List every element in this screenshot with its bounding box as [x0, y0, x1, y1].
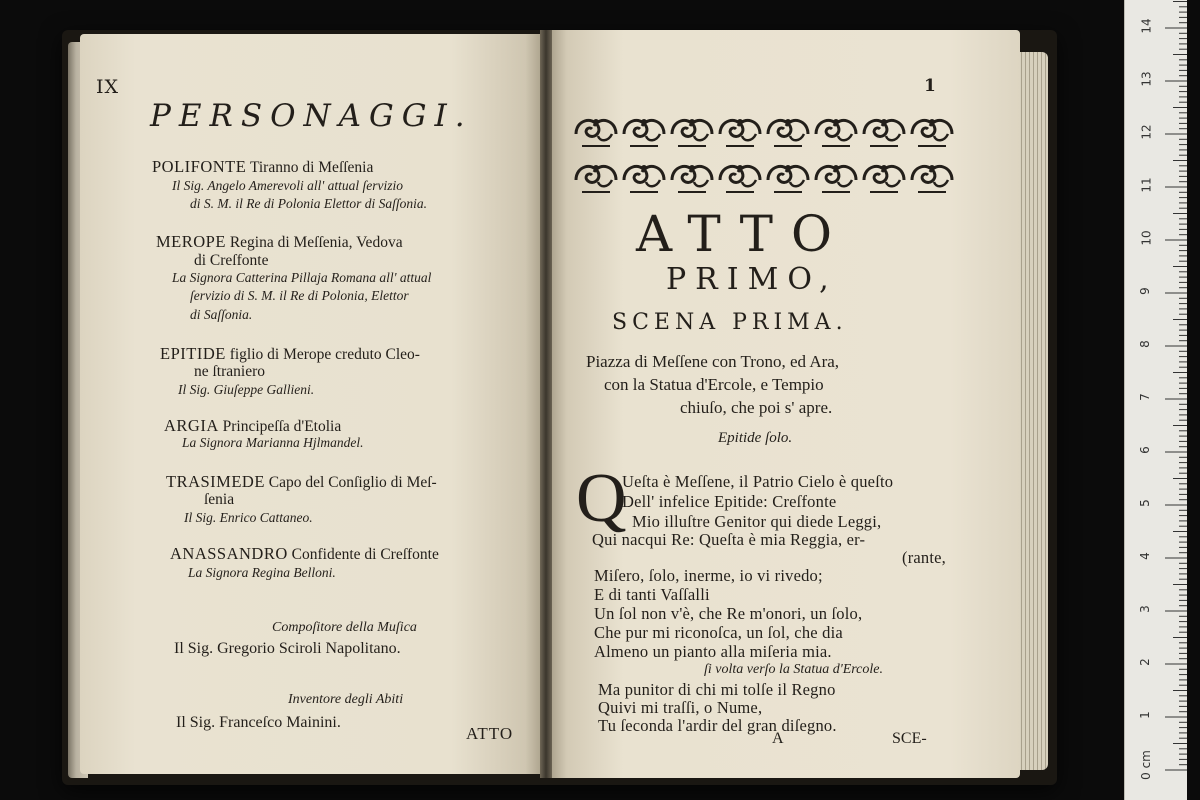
- ruler-mark-label: 7: [1137, 393, 1152, 401]
- ruler-mark-label: 1: [1137, 711, 1152, 719]
- character-role: figlio di Merope creduto Cleo-: [229, 346, 420, 363]
- act-number: PRIMO,: [666, 262, 838, 297]
- right-folio: 1: [924, 76, 936, 96]
- scroll-ornament-icon: [572, 110, 954, 202]
- character-entry: [160, 344, 420, 364]
- character-entry: [164, 416, 341, 436]
- character-role-cont: ne ſtraniero: [194, 363, 266, 380]
- actor-line: di Saſſonia.: [190, 307, 253, 322]
- speaker-name: Epitide ſolo.: [718, 430, 793, 446]
- actor-line: La Signora Regina Belloni.: [188, 565, 336, 580]
- actor-line: Il Sig. Giuſeppe Gallieni.: [178, 382, 315, 397]
- verse-line: Quivi mi traſſi, o Nume,: [598, 698, 763, 717]
- ruler-mark-label: 14: [1139, 18, 1154, 34]
- character-role-cont: ſenia: [204, 491, 235, 508]
- ruler-mark-label: 11: [1139, 177, 1154, 193]
- book-gutter: [540, 30, 552, 778]
- ruler-mark-label: 9: [1137, 287, 1152, 295]
- actor-line: Il Sig. Enrico Cattaneo.: [184, 510, 313, 525]
- character-role: Regina di Meſſenia, Vedova: [229, 234, 403, 251]
- verse-line: Miſero, ſolo, inerme, io vi rivedo;: [594, 566, 823, 585]
- actor-line: di S. M. il Re di Polonia Elettor di Saſſonia.: [190, 196, 427, 211]
- ruler-mark-label: 12: [1139, 124, 1154, 140]
- ruler-unit-label: 0 cm: [1138, 750, 1153, 780]
- verse-line: Che pur mi riconoſca, un ſol, che dia: [594, 623, 843, 642]
- character-role-cont: di Creſfonte: [194, 252, 269, 269]
- composer-name: Il Sig. Gregorio Sciroli Napolitano.: [174, 640, 401, 657]
- scene-description-line: Piazza di Meſſene con Trono, ed Ara,: [586, 352, 840, 371]
- actor-line: La Signora Marianna Hjlmandel.: [182, 435, 364, 450]
- ruler-mark-label: 8: [1137, 340, 1152, 348]
- act-title: ATTO: [636, 205, 850, 263]
- ruler-ticks: [1125, 0, 1187, 800]
- costume-name: Il Sig. Franceſco Mainini.: [176, 714, 341, 731]
- verse-line: E di tanti Vaſſalli: [594, 585, 710, 604]
- ruler-mark-label: 4: [1137, 552, 1152, 560]
- verse-line: Almeno un pianto alla miſeria mia.: [594, 642, 832, 661]
- scene-description-line: con la Statua d'Ercole, e Tempio: [604, 375, 824, 394]
- actor-line: ſervizio di S. M. il Re di Polonia, Elettor: [190, 288, 409, 303]
- scene-title: SCENA PRIMA.: [612, 310, 848, 335]
- ruler-mark-label: 13: [1139, 71, 1154, 87]
- character-name: EPITIDE: [160, 344, 226, 363]
- verse-line: Qui nacqui Re: Queſta è mia Reggia, er-: [592, 530, 866, 549]
- signature-mark: A: [772, 730, 784, 747]
- measurement-ruler: [1124, 0, 1187, 800]
- character-entry: [170, 544, 439, 564]
- composer-title: Compoſitore della Muſica: [272, 620, 417, 635]
- verse-line: Ma punitor di chi mi tolſe il Regno: [598, 680, 836, 699]
- scene-description-line: chiuſo, che poi s' apre.: [680, 398, 833, 417]
- left-page: [80, 34, 544, 774]
- costume-title: Inventore degli Abiti: [288, 692, 404, 707]
- ruler-mark-label: 10: [1139, 230, 1154, 246]
- catchword-left: ATTO: [466, 724, 514, 743]
- character-role: Principeſſa d'Etolia: [222, 418, 342, 435]
- character-entry: [156, 232, 403, 252]
- character-entry: [166, 472, 437, 492]
- character-name: ANASSANDRO: [170, 544, 288, 563]
- character-role: Tiranno di Meſſenia: [249, 159, 374, 176]
- verse-line: Mio illuſtre Genitor qui diede Leggi,: [632, 512, 882, 531]
- character-name: MEROPE: [156, 232, 226, 251]
- character-role: Capo del Conſiglio di Meſ-: [268, 474, 437, 491]
- character-name: TRASIMEDE: [166, 472, 265, 491]
- stage-direction: ſi volta verſo la Statua d'Ercole.: [704, 662, 883, 677]
- ruler-mark-label: 6: [1137, 446, 1152, 454]
- character-name: ARGIA: [164, 416, 219, 435]
- drop-cap: Q: [576, 460, 627, 537]
- verse-line: Tu ſeconda l'ardir del gran diſegno.: [598, 716, 837, 735]
- ruler-mark-label: 2: [1137, 658, 1152, 666]
- character-name: POLIFONTE: [152, 157, 247, 176]
- actor-line: La Signora Catterina Pillaja Romana all' attual: [172, 270, 432, 285]
- ruler-mark-label: 5: [1137, 499, 1152, 507]
- verse-line: Dell' infelice Epitide: Creſfonte: [622, 492, 837, 511]
- ornament-band: [572, 110, 954, 202]
- ruler-mark-label: 3: [1137, 605, 1152, 613]
- actor-line: Il Sig. Angelo Amerevoli all' attual ſervizio: [172, 178, 403, 193]
- verse-line: Un ſol non v'è, che Re m'onori, un ſolo,: [594, 604, 863, 623]
- verse-line-cont: (rante,: [902, 548, 946, 567]
- character-entry: [152, 157, 373, 177]
- character-role: Confidente di Creſfonte: [291, 546, 439, 563]
- catchword-right: SCE-: [892, 730, 927, 747]
- page-heading: PERSONAGGI.: [150, 98, 473, 134]
- verse-line: Ueſta è Meſſene, il Patrio Cielo è queſto: [622, 472, 894, 491]
- left-folio: IX: [96, 76, 120, 98]
